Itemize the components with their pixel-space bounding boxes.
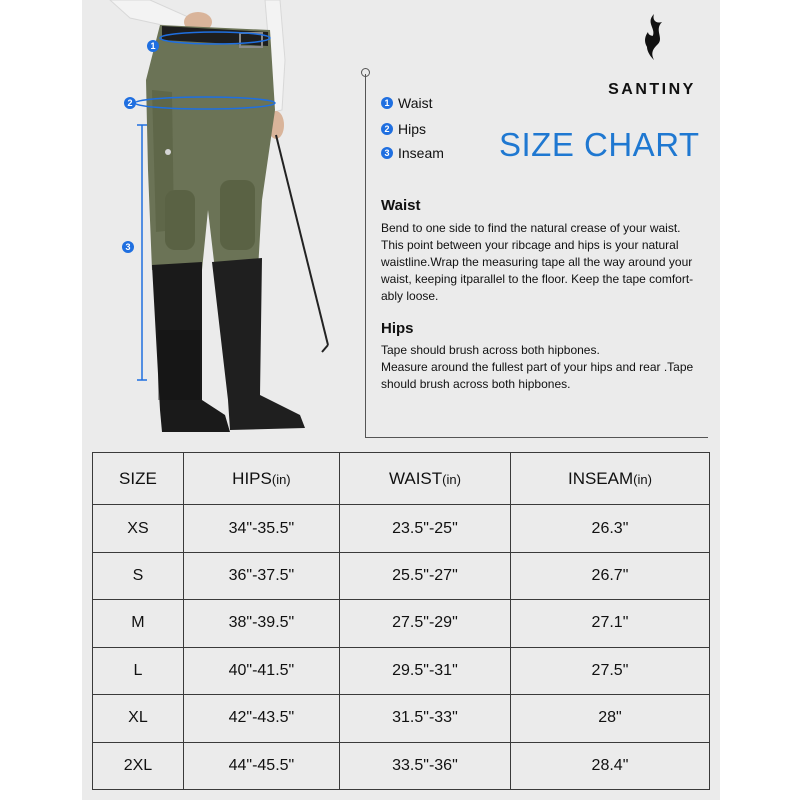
cell-hips: 34"-35.5": [183, 505, 339, 552]
cell-inseam: 28.4": [510, 742, 709, 789]
cell-hips: 44"-45.5": [183, 742, 339, 789]
table-row: [93, 552, 710, 599]
waist-description: [381, 220, 711, 305]
legend-marker: 3: [381, 147, 393, 159]
hips-description: [381, 342, 711, 393]
cell-inseam: 26.7": [510, 552, 709, 599]
cell-size: L: [93, 647, 184, 694]
header-label: INSEAM: [567, 468, 634, 488]
table-row: [93, 695, 710, 742]
cell-inseam: 26.3": [510, 505, 709, 552]
legend-label: Hips: [398, 121, 427, 137]
cell-hips: 40"-41.5": [183, 647, 339, 694]
header-label: HIPS: [232, 468, 272, 488]
inseam-marker: 3: [122, 241, 134, 253]
hips-marker: 2: [124, 97, 136, 109]
legend-marker: 1: [381, 97, 393, 109]
legend-label: Waist: [398, 95, 433, 111]
header-size: [93, 453, 184, 505]
hips-line: should brush across both hipbones.: [381, 377, 571, 391]
cell-size: XS: [93, 505, 184, 552]
header-unit: (in): [271, 471, 291, 487]
legend-label: Inseam: [398, 145, 444, 161]
waist-line: waistline.Wrap the measuring tape all the way around your: [381, 255, 693, 269]
header-hips: [183, 453, 339, 505]
cell-size: XL: [93, 695, 184, 742]
header-label: SIZE: [119, 468, 157, 488]
header-waist: [339, 453, 510, 505]
waist-heading: Waist: [381, 197, 421, 214]
cell-inseam: 28": [510, 695, 709, 742]
cell-waist: 31.5"-33": [339, 695, 510, 742]
cell-size: M: [93, 600, 184, 647]
hips-line: Measure around the fullest part of your hips and rear .Tape: [381, 360, 694, 374]
cell-inseam: 27.1": [510, 600, 709, 647]
table-row: [93, 742, 710, 789]
waist-marker: 1: [147, 40, 159, 52]
cell-waist: 25.5"-27": [339, 552, 510, 599]
cell-waist: 23.5"-25": [339, 505, 510, 552]
waist-line: waist, keeping itparallel to the floor. Keep the tape comfort-: [381, 272, 694, 286]
horizontal-divider: [365, 437, 708, 438]
header-inseam: [510, 453, 709, 505]
cell-hips: 36"-37.5": [183, 552, 339, 599]
legend-marker: 2: [381, 123, 393, 135]
brand-name: SANTINY: [608, 81, 696, 98]
table-row: [93, 647, 710, 694]
hips-line: Tape should brush across both hipbones.: [381, 343, 600, 357]
cell-inseam: 27.5": [510, 647, 709, 694]
waist-line: ably loose.: [381, 289, 439, 303]
size-table: [92, 452, 710, 790]
cell-waist: 27.5"-29": [339, 600, 510, 647]
table-header-row: [93, 453, 710, 505]
cell-waist: 33.5"-36": [339, 742, 510, 789]
table-row: [93, 600, 710, 647]
cell-size: S: [93, 552, 184, 599]
header-label: WAIST: [388, 468, 443, 488]
waist-line: This point between your ribcage and hips is your natural: [381, 238, 679, 252]
model-illustration: [90, 0, 360, 445]
vertical-divider: [365, 74, 366, 438]
cell-waist: 29.5"-31": [339, 647, 510, 694]
header-unit: (in): [633, 471, 652, 487]
page-title: SIZE CHART: [499, 126, 700, 163]
cell-hips: 42"-43.5": [183, 695, 339, 742]
right-margin: [720, 0, 800, 800]
waist-line: Bend to one side to find the natural crease of your waist.: [381, 221, 681, 235]
flame-logo-icon: [640, 14, 666, 64]
cell-size: 2XL: [93, 742, 184, 789]
cell-hips: 38"-39.5": [183, 600, 339, 647]
hips-heading: Hips: [381, 320, 414, 337]
header-unit: (in): [442, 471, 461, 487]
table-row: [93, 505, 710, 552]
